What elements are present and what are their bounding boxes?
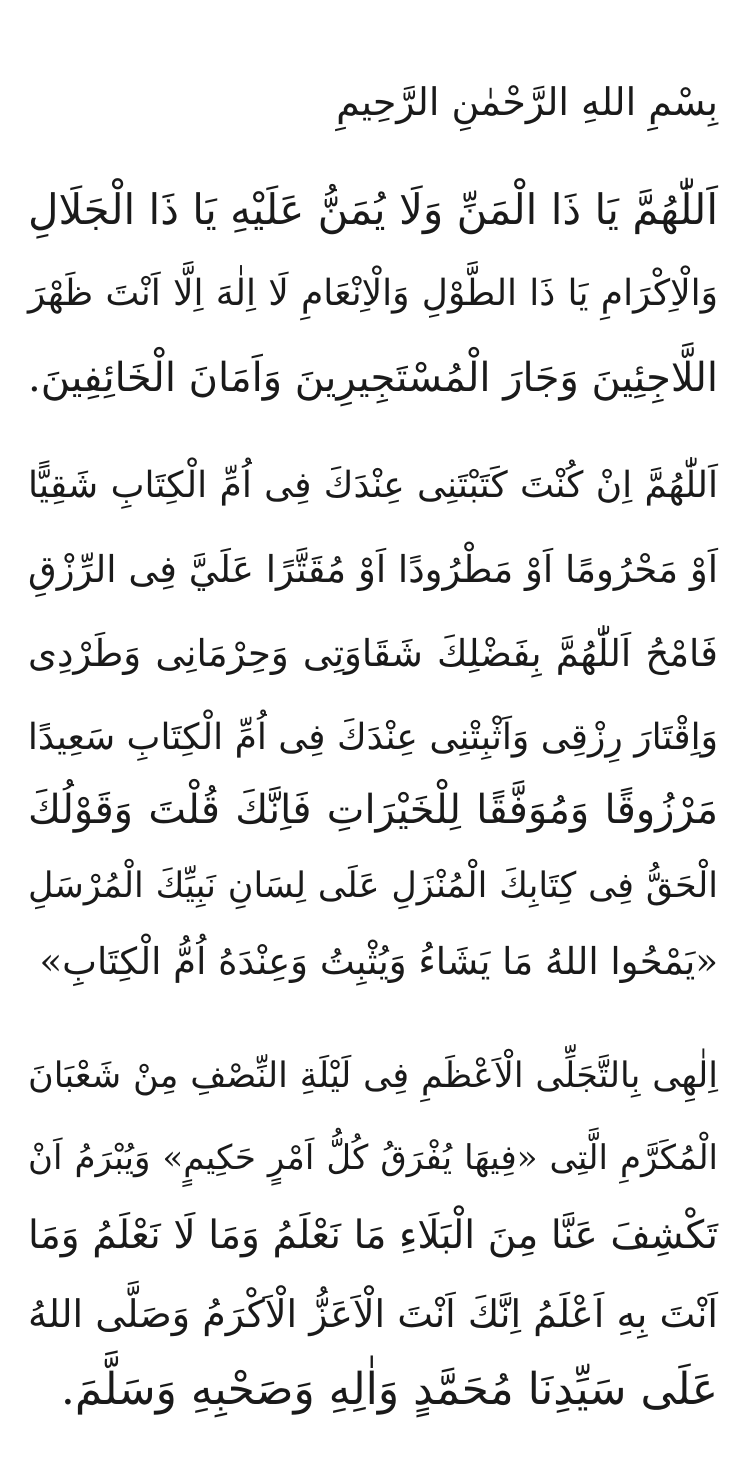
- paragraph-3-line-2: الْمُكَرَّمِ الَّتِى «فِيهَا يُفْرَقُ كُلُّ اَمْرٍ حَكِيمٍ» وَيُبْرَمُ اَنْ: [28, 1138, 718, 1178]
- paragraph-2-line-5: مَرْزُوقًا وَمُوَفَّقًا لِلْخَيْرَاتِ فَاِنَّكَ قُلْتَ وَقَوْلُكَ: [28, 787, 718, 833]
- paragraph-2-line-2: اَوْ مَحْرُومًا اَوْ مَطْرُودًا اَوْ مُقَتَّرًا عَلَيَّ فِى الرِّزْقِ: [28, 548, 718, 591]
- paragraph-3-line-4: اَنْتَ بِهِ اَعْلَمُ اِنَّكَ اَنْتَ الْاَعَزُّ الْاَكْرَمُ وَصَلَّى اللهُ: [28, 1292, 718, 1336]
- paragraph-2-line-6: الْحَقُّ فِى كِتَابِكَ الْمُنْزَلِ عَلَى لِسَانِ نَبِيِّكَ الْمُرْسَلِ: [28, 866, 718, 906]
- paragraph-1-line-2: وَالْاِكْرَامِ يَا ذَا الطَّوْلِ وَالْاِنْعَامِ لَا اِلٰهَ اِلَّا اَنْتَ ظَهْرَ: [28, 273, 718, 314]
- paragraph-2-line-4: وَاِقْتَارَ رِزْقِى وَاَثْبِتْنِى عِنْدَكَ فِى اُمِّ الْكِتَابِ سَعِيدًا: [27, 717, 718, 758]
- paragraph-1-line-1: اَللّٰهُمَّ يَا ذَا الْمَنِّ وَلَا يُمَنُّ عَلَيْهِ يَا ذَا الْجَلَالِ: [28, 185, 718, 234]
- paragraph-1-line-3: اللَّاجِئِينَ وَجَارَ الْمُسْتَجِيرِينَ وَاَمَانَ الْخَائِفِينَ.: [28, 355, 718, 401]
- basmala: بِسْمِ اللهِ الرَّحْمٰنِ الرَّحِيمِ: [336, 80, 718, 124]
- paragraph-2-line-3: فَامْحُ اَللّٰهُمَّ بِفَضْلِكَ شَقَاوَتِى وَحِرْمَانِى وَطَرْدِى: [28, 632, 718, 675]
- paragraph-3-line-5: عَلَى سَيِّدِنَا مُحَمَّدٍ وَاٰلِهِ وَصَحْبِهِ وَسَلَّمَ.: [60, 1364, 718, 1415]
- paragraph-3-line-3: تَكْشِفَ عَنَّا مِنَ الْبَلَاءِ مَا نَعْلَمُ وَمَا لَا نَعْلَمُ وَمَا: [28, 1213, 718, 1258]
- paragraph-2-line-1: اَللّٰهُمَّ اِنْ كُنْتَ كَتَبْتَنِى عِنْدَكَ فِى اُمِّ الْكِتَابِ شَقِيًّا: [28, 465, 718, 506]
- paragraph-3-line-1: اِلٰهِى بِالتَّجَلِّى الْاَعْظَمِ فِى لَيْلَةِ النِّصْفِ مِنْ شَعْبَانَ: [28, 1056, 718, 1096]
- paragraph-2-line-7: «يَمْحُوا اللهُ مَا يَشَاءُ وَيُثْبِتُ وَعِنْدَهُ اُمُّ الْكِتَابِ»: [39, 940, 718, 983]
